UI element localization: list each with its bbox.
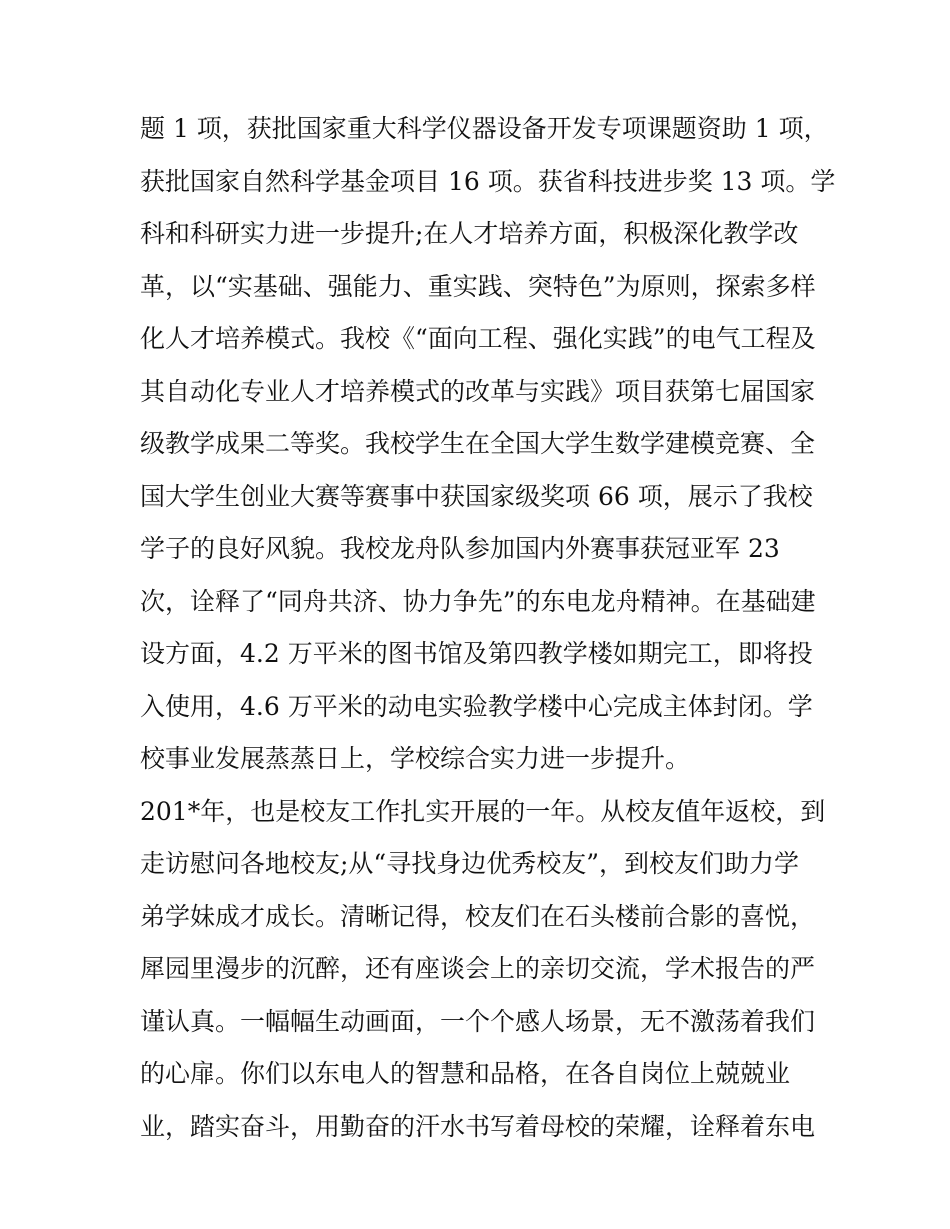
text-line: 的心扉。你们以东电人的智慧和品格，在各自岗位上兢兢业 [140,1059,791,1088]
text-line: 校事业发展蒸蒸日上，学校综合实力进一步提升。 [140,744,691,773]
text-line: 国大学生创业大赛等赛事中获国家级奖项 66 项，展示了我校 [140,481,813,511]
text-line: 次，诠释了“同舟共济、协力争先”的东电龙舟精神。在基础建 [140,586,816,616]
text-line: 革，以“实基础、强能力、重实践、突特色”为原则，探索多样 [140,271,816,301]
text-line: 科和科研实力进一步提升;在人才培养方面，积极深化教学改 [140,219,799,248]
text-line: 学子的良好风貌。我校龙舟队参加国内外赛事获冠亚军 23 [140,534,780,563]
text-line: 获批国家自然科学基金项目 16 项。获省科技进步奖 13 项。学 [140,166,836,196]
text-line: 犀园里漫步的沉醉，还有座谈会上的亲切交流，学术报告的严 [140,954,816,983]
text-line: 其自动化专业人才培养模式的改革与实践》项目获第七届国家 [140,376,816,406]
text-line: 题 1 项，获批国家重大科学仪器设备开发专项课题资助 1 项， [140,114,829,143]
text-line: 设方面，4.2 万平米的图书馆及第四教学楼如期完工，即将投 [140,639,813,668]
text-line: 业，踏实奋斗，用勤奋的汗水书写着母校的荣耀，诠释着东电 [140,1111,816,1141]
text-line: 化人才培养模式。我校《“面向工程、强化实践”的电气工程及 [140,324,816,353]
body-text [140,103,836,1153]
text-line: 级教学成果二等奖。我校学生在全国大学生数学建模竞赛、全 [140,429,816,458]
text-line: 入使用，4.6 万平米的动电实验教学楼中心完成主体封闭。学 [140,691,813,721]
text-line: 弟学妹成才成长。清晰记得，校友们在石头楼前合影的喜悦， [140,901,816,931]
text-line: 走访慰问各地校友;从“寻找身边优秀校友”，到校友们助力学 [140,849,799,878]
text-line: 谨认真。一幅幅生动画面，一个个感人场景，无不激荡着我们 [140,1006,816,1036]
text-line: 201*年，也是校友工作扎实开展的一年。从校友值年返校，到 [140,796,826,826]
